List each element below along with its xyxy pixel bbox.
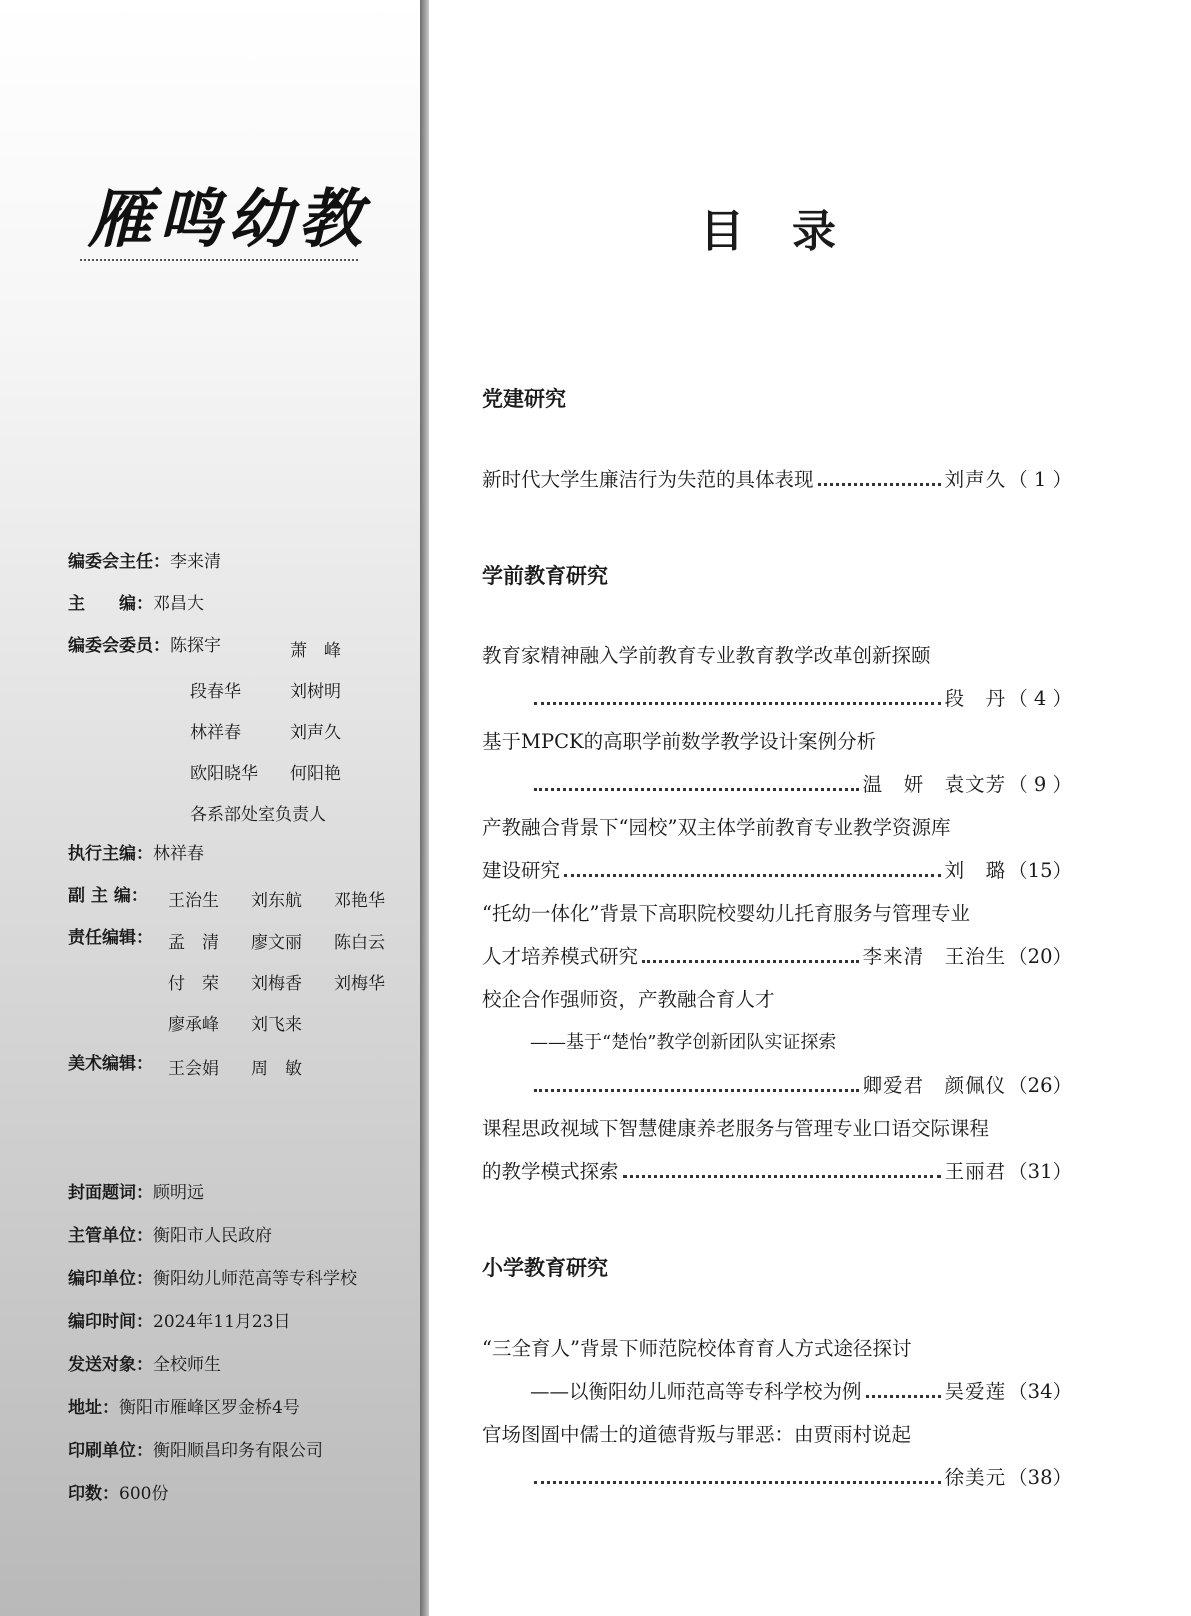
toc-entry[interactable] (530, 1378, 1072, 1406)
entry-author: 吴爱莲 (944, 1380, 1007, 1403)
entry-author: 卿爱君 颜佩仪 (862, 1074, 1007, 1097)
member-name: 萧 峰 (290, 641, 341, 661)
logo-divider (80, 259, 358, 261)
entry-title-cont: 的教学模式探索 (482, 1160, 619, 1183)
deputy-name: 刘东航 (251, 891, 302, 911)
entry-title[interactable]: 产教融合背景下“园校”双主体学前教育专业教学资源库 (482, 816, 951, 839)
editor-name: 陈白云 (334, 933, 385, 953)
info-row: 主管单位：衡阳市人民政府 (68, 1226, 272, 1246)
toc-entry[interactable] (530, 1464, 1072, 1492)
info-row: 发送对象：全校师生 (68, 1355, 221, 1375)
art-editor-row: 美术编辑： (68, 1054, 153, 1074)
entry-author: 王丽君 (944, 1160, 1007, 1183)
dot-leader (642, 960, 859, 963)
dot-leader (866, 1395, 941, 1398)
info-row: 编印单位：衡阳幼儿师范高等专科学校 (68, 1269, 357, 1289)
dot-leader (534, 702, 941, 705)
entry-title: 新时代大学生廉洁行为失范的具体表现 (482, 468, 814, 491)
entry-author: 刘 璐 (944, 859, 1007, 882)
toc-entry[interactable] (482, 943, 1072, 971)
entry-title[interactable]: 课程思政视域下智慧健康养老服务与管理专业口语交际课程 (482, 1117, 990, 1140)
vertical-divider (420, 0, 429, 1616)
toc-title: 目录 (700, 206, 884, 257)
info-row: 印数：600份 (68, 1484, 169, 1504)
entry-title-cont: 人才培养模式研究 (482, 945, 639, 968)
board-row-director: 编委会主任：李来清 (68, 552, 221, 572)
deputy-name: 邓艳华 (334, 891, 385, 911)
dot-leader (564, 874, 941, 877)
entry-subtitle: ——以衡阳幼儿师范高等专科学校为例 (530, 1380, 862, 1403)
dot-leader (623, 1175, 941, 1178)
entry-author: 徐美元 (944, 1466, 1007, 1489)
entry-author: 刘声久 (944, 468, 1007, 491)
entry-page: （15） (1008, 859, 1072, 882)
member-name: 欧阳晓华 (190, 764, 258, 784)
section-heading: 党建研究 (482, 387, 566, 411)
editor-name: 刘飞来 (251, 1015, 302, 1035)
responsible-editor-row: 责任编辑： (68, 928, 153, 948)
toc-entry[interactable] (530, 1072, 1072, 1100)
entry-author: 温 妍 袁文芳 (862, 773, 1007, 796)
exec-editor-row: 执行主编：林祥春 (68, 844, 204, 864)
member-name: 段春华 (190, 682, 241, 702)
deputy-name: 王治生 (168, 891, 219, 911)
art-editor-name: 王会娟 (168, 1059, 219, 1079)
info-row: 封面题词：顾明远 (68, 1183, 204, 1203)
editor-name: 廖文丽 (251, 933, 302, 953)
entry-title[interactable]: 教育家精神融入学前教育专业教育教学改革创新探颐 (482, 644, 931, 667)
dot-leader (534, 788, 859, 791)
board-row-members: 编委会委员：陈探宇 (68, 636, 221, 656)
dot-leader (534, 1089, 859, 1092)
entry-page: （ 4 ） (1008, 687, 1072, 710)
editor-name: 刘梅香 (251, 974, 302, 994)
editor-name: 廖承峰 (168, 1015, 219, 1035)
section-heading: 小学教育研究 (482, 1256, 608, 1280)
member-name: 刘声久 (290, 723, 341, 743)
entry-page: （20） (1008, 945, 1072, 968)
toc-entry[interactable] (530, 685, 1072, 713)
member-name: 林祥春 (190, 723, 241, 743)
dot-leader (818, 483, 941, 486)
info-row: 编印时间：2024年11月23日 (68, 1312, 291, 1332)
entry-page: （38） (1008, 1466, 1072, 1489)
toc-entry[interactable] (482, 466, 1072, 494)
entry-page: （31） (1008, 1160, 1072, 1183)
member-name: 各系部处室负责人 (190, 805, 326, 825)
entry-author: 段 丹 (944, 687, 1007, 710)
entry-title[interactable]: 校企合作强师资，产教融合育人才 (482, 988, 775, 1011)
board-row-chief-editor: 主 编：邓昌大 (68, 594, 204, 614)
info-row: 地址：衡阳市雁峰区罗金桥4号 (68, 1398, 300, 1418)
magazine-logo: 雁鸣幼教 (88, 182, 368, 257)
editor-name: 付 荣 (168, 974, 219, 994)
deputy-editor-row: 副 主 编： (68, 886, 148, 906)
entry-title-cont: 建设研究 (482, 859, 561, 882)
entry-author: 李来清 王治生 (862, 945, 1007, 968)
entry-title[interactable]: “托幼一体化”背景下高职院校婴幼儿托育服务与管理专业 (482, 902, 970, 925)
entry-page: （34） (1008, 1380, 1072, 1403)
entry-page: （26） (1008, 1074, 1072, 1097)
art-editor-name: 周 敏 (251, 1059, 302, 1079)
section-heading: 学前教育研究 (482, 564, 608, 588)
left-panel (0, 0, 420, 1616)
entry-title[interactable]: 官场图圄中儒士的道德背叛与罪恶：由贾雨村说起 (482, 1423, 912, 1446)
toc-entry[interactable] (482, 1158, 1072, 1186)
dot-leader (534, 1481, 941, 1484)
entry-page: （ 9 ） (1008, 773, 1072, 796)
toc-entry[interactable] (482, 857, 1072, 885)
entry-subtitle: ——基于“楚怡”教学创新团队实证探索 (530, 1032, 837, 1053)
member-name: 何阳艳 (290, 764, 341, 784)
editor-name: 孟 清 (168, 933, 219, 953)
entry-title[interactable]: 基于MPCK的高职学前数学教学设计案例分析 (482, 730, 877, 753)
info-row: 印刷单位：衡阳顺昌印务有限公司 (68, 1441, 323, 1461)
entry-title[interactable]: “三全育人”背景下师范院校体育育人方式途径探讨 (482, 1337, 912, 1360)
entry-page: （ 1 ） (1008, 468, 1072, 491)
toc-entry[interactable] (530, 771, 1072, 799)
member-name: 刘树明 (290, 682, 341, 702)
editor-name: 刘梅华 (334, 974, 385, 994)
